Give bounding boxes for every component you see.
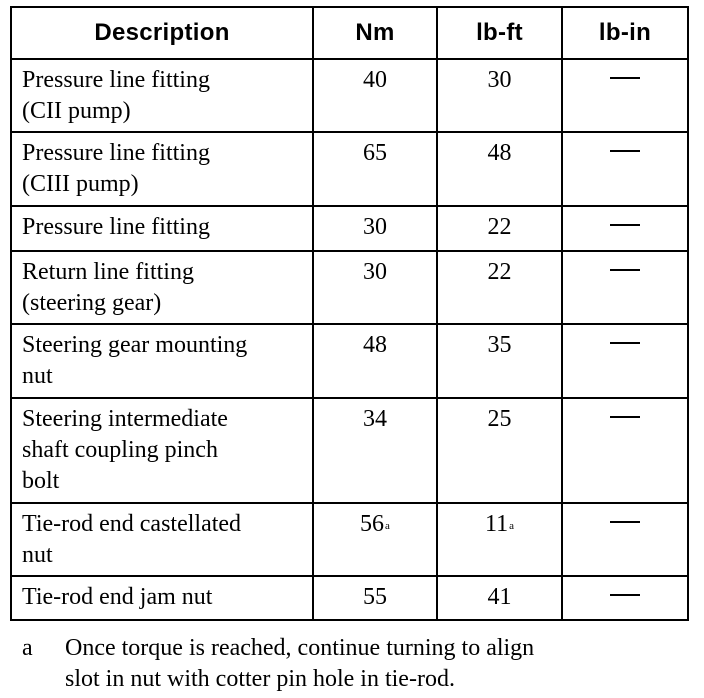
table-row: [11, 251, 688, 324]
description-line: shaft coupling pinch: [22, 437, 218, 463]
dash-mark: [610, 521, 640, 523]
description-cell: [11, 398, 313, 503]
description-line: Pressure line fitting: [22, 214, 210, 240]
lbin-cell: [562, 132, 688, 206]
dash-mark: [610, 77, 640, 79]
table-row: [11, 324, 688, 398]
lbft-cell: [437, 503, 562, 576]
header-nm: Nm: [313, 7, 437, 59]
table-row: [11, 59, 688, 132]
torque-spec-table: [10, 6, 689, 621]
description-cell: [11, 132, 313, 206]
lbin-cell: [562, 251, 688, 324]
header-description: Description: [11, 7, 313, 59]
description-line: Pressure line fitting: [22, 140, 210, 166]
lbft-cell: 41: [437, 576, 562, 620]
table-header-row: [11, 7, 688, 59]
dash-mark: [610, 416, 640, 418]
table-row: [11, 132, 688, 206]
table-row: [11, 206, 688, 251]
description-line: Return line fitting: [22, 259, 194, 285]
lbin-cell: [562, 503, 688, 576]
footnote-text: [65, 633, 665, 695]
description-cell: [11, 59, 313, 132]
footnote-line: slot in nut with cotter pin hole in tie-rod.: [65, 666, 455, 692]
lbin-cell: [562, 398, 688, 503]
nm-cell: 30: [313, 251, 437, 324]
nm-cell: 30: [313, 206, 437, 251]
lbin-cell: [562, 206, 688, 251]
header-lbft: lb-ft: [437, 7, 562, 59]
nm-cell: 34: [313, 398, 437, 503]
lbin-cell: [562, 576, 688, 620]
lbin-cell: [562, 59, 688, 132]
lbft-cell: 35: [437, 324, 562, 398]
description-line: Tie-rod end jam nut: [22, 584, 213, 610]
dash-mark: [610, 224, 640, 226]
description-cell: [11, 324, 313, 398]
description-line: bolt: [22, 468, 60, 494]
nm-cell: 48: [313, 324, 437, 398]
description-cell: [11, 251, 313, 324]
lbft-cell: 25: [437, 398, 562, 503]
table-row: [11, 503, 688, 576]
description-line: nut: [22, 542, 53, 568]
description-line: (CII pump): [22, 98, 131, 124]
nm-cell: 55: [313, 576, 437, 620]
description-line: Pressure line fitting: [22, 67, 210, 93]
table-row: [11, 398, 688, 503]
dash-mark: [610, 150, 640, 152]
lbft-cell: 22: [437, 251, 562, 324]
description-cell: [11, 576, 313, 620]
nm-cell: [313, 503, 437, 576]
description-line: Steering intermediate: [22, 406, 228, 432]
dash-mark: [610, 269, 640, 271]
table-row: [11, 576, 688, 620]
description-cell: [11, 206, 313, 251]
nm-cell: 40: [313, 59, 437, 132]
lbft-cell: 22: [437, 206, 562, 251]
description-line: Steering gear mounting: [22, 332, 248, 358]
description-line: Tie-rod end castellated: [22, 511, 242, 537]
lbft-value: 11: [485, 511, 509, 537]
lbft-cell: 48: [437, 132, 562, 206]
nm-value: 56: [360, 511, 385, 537]
description-line: (steering gear): [22, 290, 162, 316]
description-line: (CIII pump): [22, 171, 139, 197]
dash-mark: [610, 594, 640, 596]
footnote-ref: a: [385, 520, 390, 532]
footnote-marker: a: [22, 635, 33, 661]
description-line: nut: [22, 363, 53, 389]
nm-cell: 65: [313, 132, 437, 206]
footnote-ref: a: [509, 520, 514, 532]
header-lbin: lb-in: [562, 7, 688, 59]
description-cell: [11, 503, 313, 576]
footnote-line: Once torque is reached, continue turning to align: [65, 635, 535, 661]
lbin-cell: [562, 324, 688, 398]
lbft-cell: 30: [437, 59, 562, 132]
table-body: [11, 59, 688, 620]
dash-mark: [610, 342, 640, 344]
